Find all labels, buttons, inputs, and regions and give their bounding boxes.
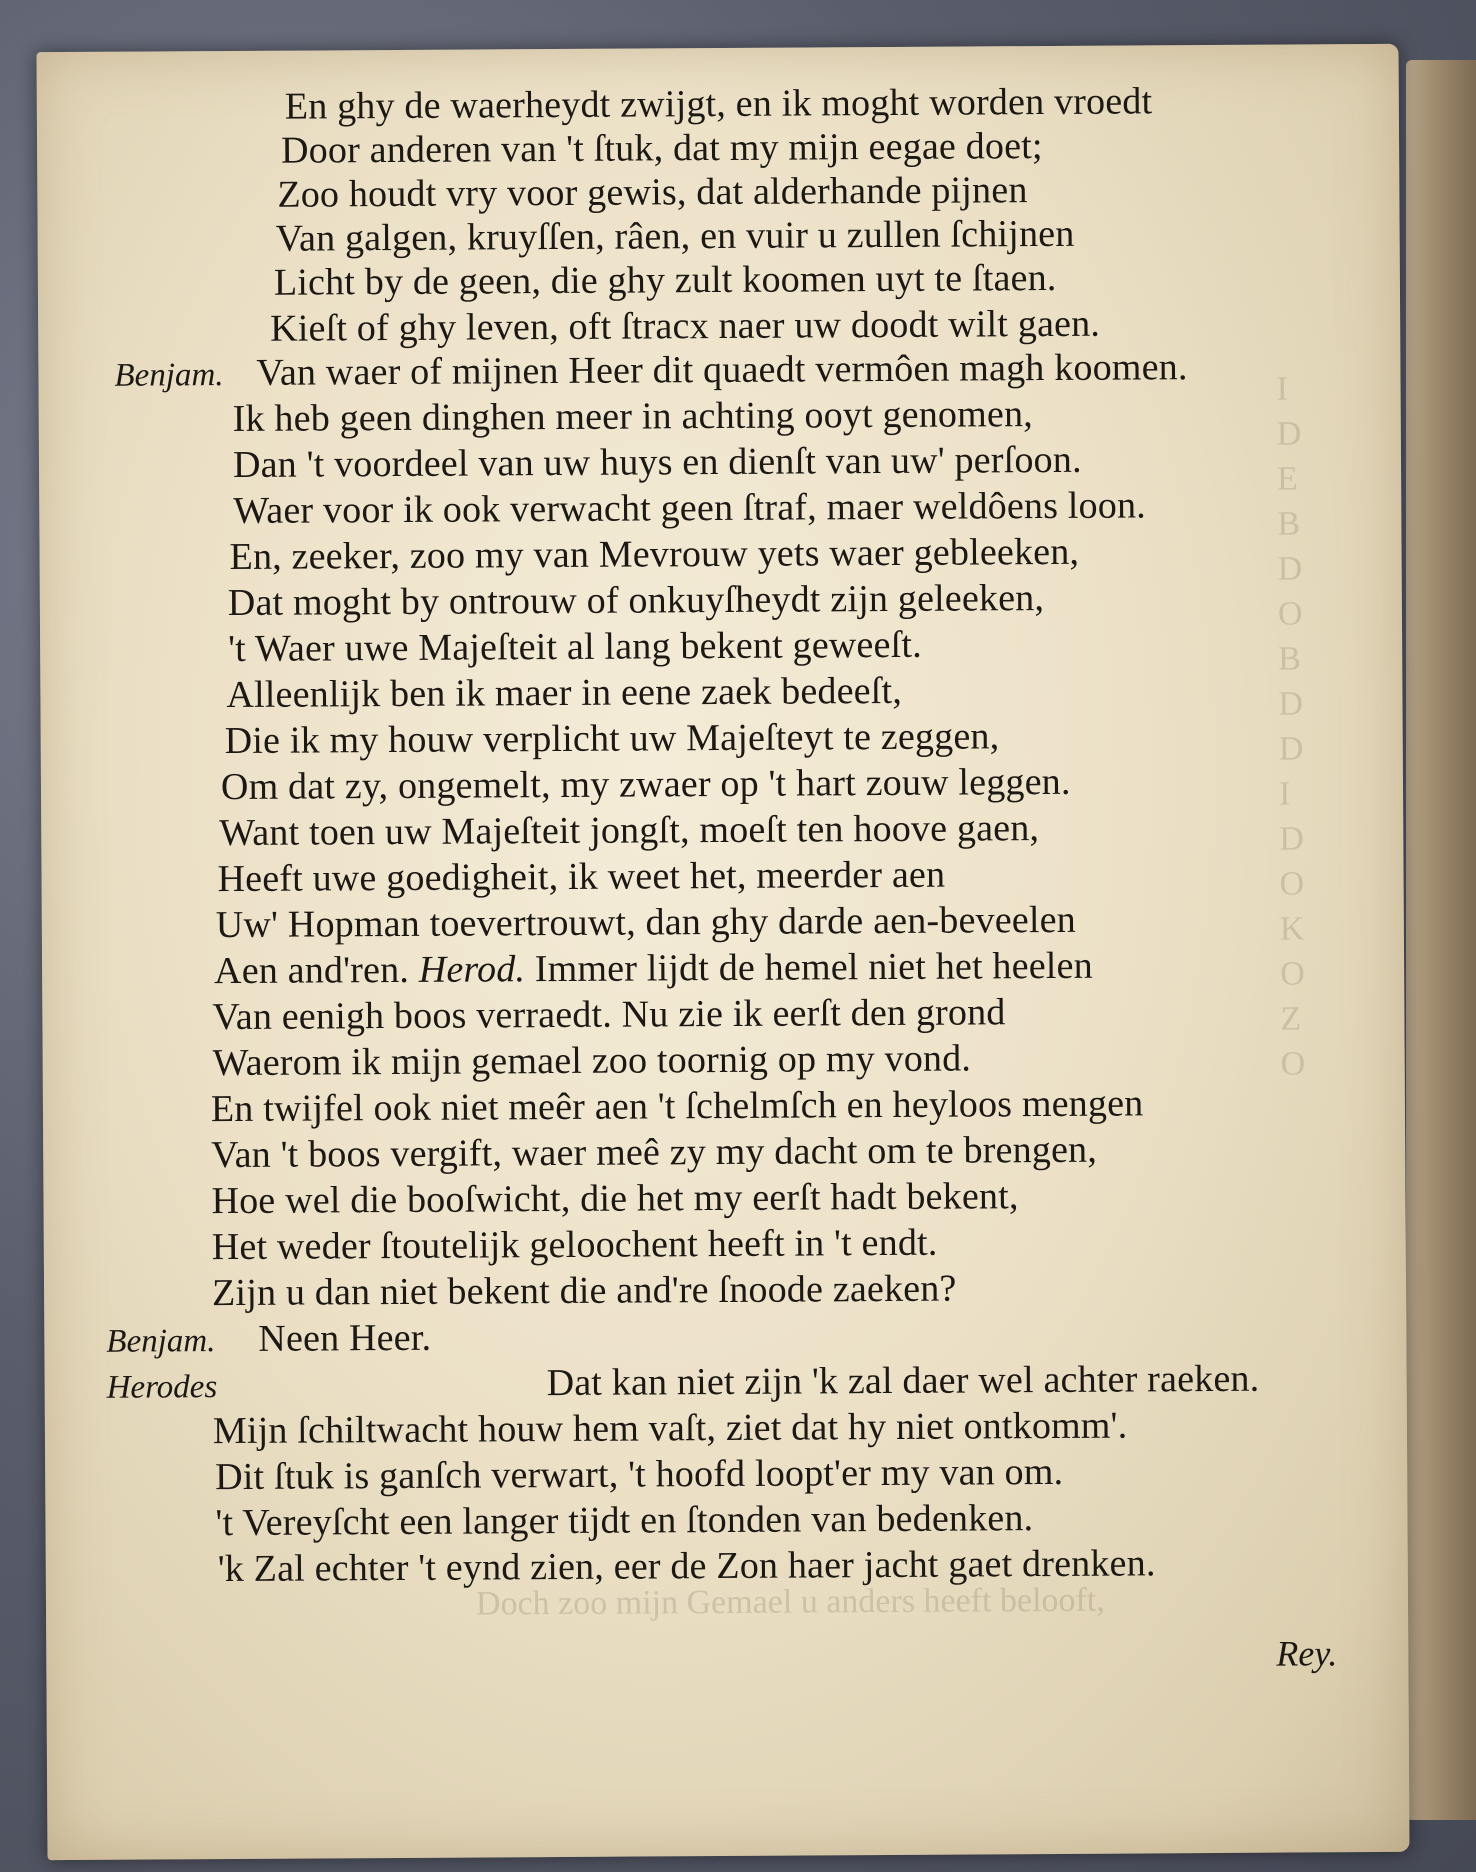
verse-line: Neen Heer.	[258, 1316, 432, 1360]
verse-line: Waer voor ik ook verwacht geen ſtraf, maer weldôens loon.	[233, 484, 1147, 532]
verse-line: 't Vereyſcht een langer tijdt en ſtonden van bedenken.	[215, 1497, 1034, 1545]
book-page	[36, 44, 1409, 1860]
speaker-label-herod-inline: Herod.	[418, 948, 526, 991]
verse-line: Hoe wel die booſwicht, die het my eerſt hadt bekent,	[211, 1175, 1019, 1223]
show-through-text-bottom: Doch zoo mijn Gemael u anders heeft belooft,	[475, 1581, 1105, 1623]
verse-line: Die ik my houw verplicht uw Majeſteyt te zeggen,	[224, 715, 1000, 763]
verse-line: Van eenigh boos verraedt. Nu zie ik eerſt den grond	[212, 991, 1006, 1039]
verse-line: En, zeeker, zoo my van Mevrouw yets waer gebleeken,	[229, 530, 1080, 579]
verse-line: Dit ſtuk is ganſch verwart, 't hoofd loopt'er my van om.	[215, 1450, 1064, 1499]
verse-line-with-speaker	[214, 944, 1093, 993]
verse-line: Alleenlijk ben ik maer in eene zaek bedeeſt,	[226, 669, 903, 717]
adjacent-page-edge	[1406, 60, 1476, 1820]
verse-line: Waerom ik mijn gemael zoo toornig op my vond.	[212, 1037, 972, 1085]
verse-line: Van 't boos vergift, waer meê zy my dacht om te brengen,	[211, 1128, 1098, 1177]
speaker-label-benjam: Benjam.	[114, 357, 224, 394]
verse-line: Van waer of mijnen Heer dit quaedt vermôen magh koomen.	[256, 346, 1188, 394]
show-through-text-right: I D E B D O B D D I D O K O Z O	[1276, 370, 1306, 1083]
verse-fragment: Immer lijdt de hemel niet het heelen	[534, 944, 1093, 991]
verse-line: 't Waer uwe Majeſteit al lang bekent geweeſt.	[228, 623, 922, 671]
catchword: Rey.	[1276, 1633, 1338, 1674]
speaker-label-herodes: Herodes	[106, 1369, 218, 1406]
verse-line: En twijfel ook niet meêr aen 't ſchelmſch en heyloos mengen	[210, 1082, 1144, 1131]
speaker-label-benjam: Benjam.	[106, 1323, 216, 1360]
verse-line: Dat kan niet zijn 'k zal daer wel achter raeken.	[546, 1357, 1260, 1405]
verse-line: Door anderen van 't ſtuk, dat my mijn eegae doet;	[280, 125, 1043, 172]
verse-line: Heeft uwe goedigheit, ik weet het, meerder aen	[217, 853, 946, 901]
verse-line: En ghy de waerheydt zwijgt, en ik moght worden vroedt	[284, 80, 1153, 128]
verse-line: Van galgen, kruyſſen, râen, en vuir u zullen ſchijnen	[275, 212, 1075, 260]
verse-line: Het weder ſtoutelijk geloochent heeft in 't endt.	[211, 1221, 938, 1269]
verse-line: Licht by de geen, die ghy zult koomen uyt te ſtaen.	[273, 256, 1057, 304]
verse-line: Dan 't voordeel van uw huys en dienſt van uw' perſoon.	[232, 438, 1082, 486]
verse-line: Want toen uw Majeſteit jongſt, moeſt ten hoove gaen,	[219, 807, 1040, 855]
verse-line: 'k Zal echter 't eynd zien, eer de Zon haer jacht gaet drenken.	[217, 1542, 1156, 1591]
verse-line: Ik heb geen dinghen meer in achting ooyt genomen,	[232, 393, 1034, 440]
verse-line: Dat moght by ontrouw of onkuyſheydt zijn geleeken,	[227, 577, 1045, 625]
verse-line: Zoo houdt vry voor gewis, dat alderhande pijnen	[277, 169, 1028, 216]
verse-fragment: Aen and'ren.	[213, 948, 410, 993]
verse-line: Mijn ſchiltwacht houw hem vaſt, ziet dat hy niet ontkomm'.	[212, 1404, 1128, 1453]
verse-line: Om dat zy, ongemelt, my zwaer op 't hart zouw leggen.	[220, 760, 1071, 809]
verse-line: Zijn u dan niet bekent die and're ſnoode zaeken?	[211, 1267, 957, 1315]
verse-line: Uw' Hopman toevertrouwt, dan ghy darde aen-beveelen	[215, 898, 1077, 947]
verse-line: Kieſt of ghy leven, oft ſtracx naer uw doodt wilt gaen.	[270, 302, 1101, 350]
